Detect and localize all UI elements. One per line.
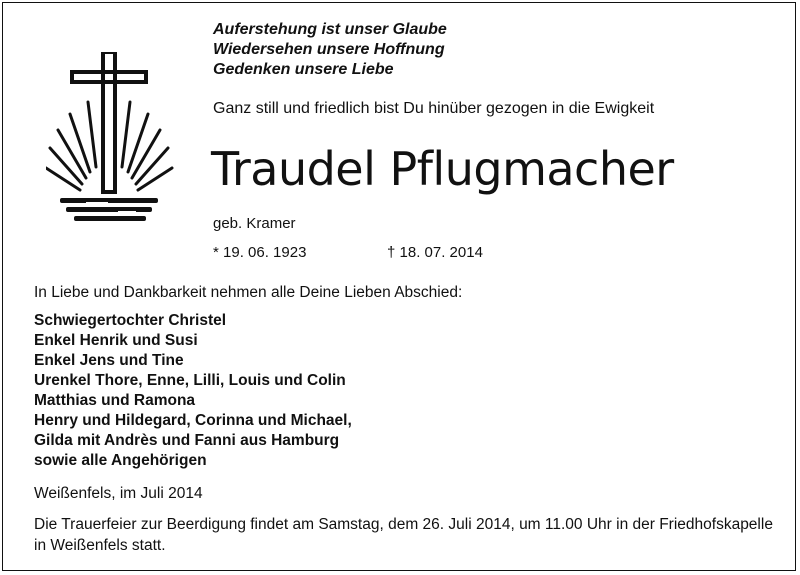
mourner-line: sowie alle Angehörigen [34,452,207,469]
motto-line: Auferstehung ist unser Glaube [213,21,447,38]
mourner-line: Henry und Hildegard, Corinna und Michael, [34,412,352,429]
farewell-line: In Liebe und Dankbarkeit nehmen alle Deine Lieben Abschied: [34,284,463,301]
motto-block [213,20,447,80]
mourner-line: Enkel Henrik und Susi [34,332,198,349]
mourner-line: Enkel Jens und Tine [34,352,184,369]
motto-line: Gedenken unsere Liebe [213,61,394,78]
death-date: † 18. 07. 2014 [387,244,483,261]
deceased-name: Traudel Pflugmacher [211,142,674,196]
funeral-info: Die Trauerfeier zur Beerdigung findet am Samstag, dem 26. Juli 2014, um 11.00 Uhr in der Friedhofskapelle in Weißenfels statt. [34,516,773,554]
mourner-line: Urenkel Thore, Enne, Lilli, Louis und Colin [34,372,346,389]
mourner-line: Schwiegertochter Christel [34,312,227,329]
mourner-line: Gilda mit Andrès und Fanni aus Hamburg [34,432,340,449]
born-name: geb. Kramer [213,215,296,232]
motto-line: Wiedersehen unsere Hoffnung [213,41,445,58]
place-date: Weißenfels, im Juli 2014 [34,485,203,502]
mourners-list [34,311,352,471]
intro-verse: Ganz still und friedlich bist Du hinüber gezogen in die Ewigkeit [213,100,655,117]
birth-date: * 19. 06. 1923 [213,244,307,261]
life-dates [213,243,483,263]
cross-sunrise-icon [46,52,196,234]
mourner-line: Matthias und Ramona [34,392,196,409]
